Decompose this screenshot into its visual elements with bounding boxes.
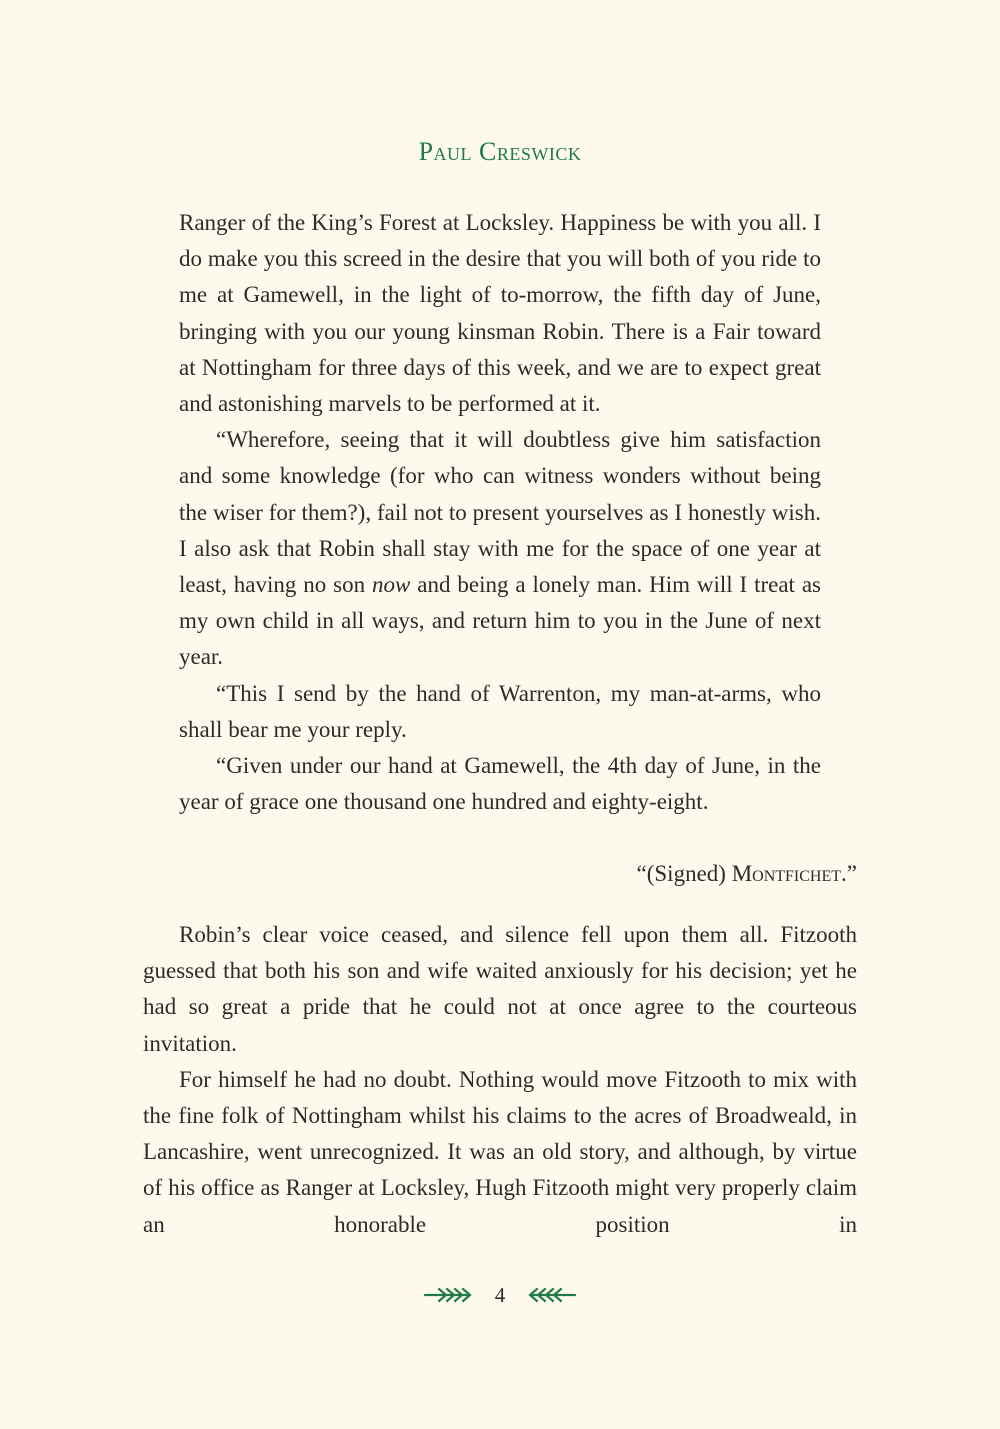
right-leaf-ornament-icon: [527, 1286, 577, 1304]
signature-suffix: .”: [841, 861, 857, 886]
letter-paragraph-2-part-2: and being a lonely man. Him will I treat as my own child in all ways, and return him to you in the June of next year.: [179, 572, 822, 670]
quoted-letter: [179, 205, 821, 820]
page-footer: [0, 1281, 1000, 1308]
left-leaf-ornament-icon: [423, 1286, 473, 1304]
letter-signature: [637, 856, 857, 892]
emphasized-word: now: [372, 572, 411, 598]
running-head: Paul Creswick: [418, 137, 582, 166]
body-paragraph-1: Robin’s clear voice ceased, and silence fell upon them all. Fitzooth guessed that both his son and wife waited anxiously for his decision; yet he had so great a pride that he could not at once agree to the courteous invitation.: [143, 922, 857, 1056]
letter-paragraph-4: “Given under our hand at Gamewell, the 4th day of June, in the year of grace one thousand one hundred and eighty-eight.: [179, 753, 821, 815]
letter-paragraph-2: [179, 422, 821, 675]
signature-name: Montfichet: [731, 861, 842, 886]
signature-prefix: “(Signed): [636, 861, 732, 886]
letter-paragraph-2-part-1: “Wherefore, seeing that it will doubtless give him satisfaction and some knowledge (for who can witness wonders without being the wiser for them?), fail not to present yourselves as I honestly wish. I also ask that Robin shall stay with me for the space of one year at least, having no son: [179, 427, 821, 598]
narrative-text: [143, 917, 857, 1243]
letter-paragraph-1: Ranger of the King’s Forest at Locksley. Happiness be with you all. I do make you this screed in the desire that you will both of you ride to me at Gamewell, in the light of to-morrow, the fifth day of June, bringing with you our young kinsman Robin. There is a Fair toward at Nottingham for three days of this week, and we are to expect great and astonishing marvels to be performed at it.: [179, 210, 821, 417]
letter-paragraph-3: “This I send by the hand of Warrenton, my man-at-arms, who shall bear me your reply.: [179, 680, 821, 742]
page-number: 4: [494, 1282, 506, 1307]
body-paragraph-2: For himself he had no doubt. Nothing would move Fitzooth to mix with the fine folk of Nottingham whilst his claims to the acres of Broadweald, in Lancashire, went unrecognized. It was an old story, and although, by virtue of his office as Ranger at Locksley, Hugh Fitzooth might very properly claim an honorable position in: [143, 1066, 857, 1237]
